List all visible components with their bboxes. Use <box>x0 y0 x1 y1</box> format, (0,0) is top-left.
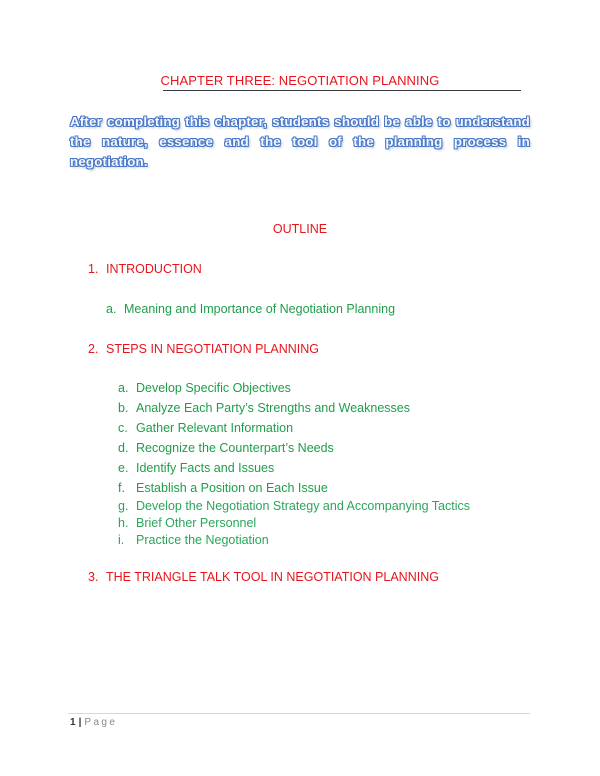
page-number: 1 <box>70 717 76 728</box>
outline-heading: OUTLINE <box>272 222 328 236</box>
page-word: Page <box>84 717 118 728</box>
section-label: INTRODUCTION <box>106 262 202 276</box>
item-label: Meaning and Importance of Negotiation Planning <box>124 302 396 316</box>
list-item <box>118 401 410 415</box>
item-label: Practice the Negotiation <box>136 533 269 547</box>
item-label: Brief Other Personnel <box>136 516 257 530</box>
list-item <box>106 302 395 316</box>
chapter-title: CHAPTER THREE: NEGOTIATION PLANNING <box>160 73 440 88</box>
item-label: Develop the Negotiation Strategy and Accompanying Tactics <box>136 499 470 513</box>
section-number: 1. <box>88 262 99 276</box>
item-label: Identify Facts and Issues <box>136 461 275 475</box>
item-letter: a. <box>118 381 129 395</box>
list-item <box>118 441 334 455</box>
list-item <box>118 461 274 475</box>
item-label: Develop Specific Objectives <box>136 381 291 395</box>
item-letter: c. <box>118 421 128 435</box>
item-label: Gather Relevant Information <box>136 421 294 435</box>
footer-divider <box>68 713 530 714</box>
title-underline <box>163 90 521 91</box>
section-number: 2. <box>88 342 99 356</box>
page-footer <box>70 717 117 728</box>
item-letter: d. <box>118 441 129 455</box>
item-letter: a. <box>106 302 117 316</box>
section-number: 3. <box>88 570 99 584</box>
section-label: STEPS IN NEGOTIATION PLANNING <box>106 342 319 356</box>
list-item <box>118 381 291 395</box>
section-triangle-talk <box>88 570 439 584</box>
item-letter: i. <box>118 533 125 547</box>
item-label: Analyze Each Party’s Strengths and Weaknesses <box>136 401 410 415</box>
chapter-objective: After completing this chapter, students should be able to understand the nature, essence and the tool of the planning process in negotiation. <box>70 114 530 169</box>
list-item <box>118 481 328 495</box>
item-letter: h. <box>118 516 129 530</box>
list-item <box>118 421 293 435</box>
item-letter: f. <box>118 481 125 495</box>
item-letter: e. <box>118 461 129 475</box>
list-item <box>118 499 470 513</box>
item-letter: g. <box>118 499 129 513</box>
list-item <box>118 516 256 530</box>
footer-separator: | <box>78 717 82 728</box>
item-letter: b. <box>118 401 129 415</box>
section-label: THE TRIANGLE TALK TOOL IN NEGOTIATION PLANNING <box>106 570 439 584</box>
section-steps <box>88 342 319 356</box>
section-introduction <box>88 262 202 276</box>
item-label: Establish a Position on Each Issue <box>136 481 328 495</box>
item-label: Recognize the Counterpart’s Needs <box>136 441 334 455</box>
list-item <box>118 533 269 547</box>
